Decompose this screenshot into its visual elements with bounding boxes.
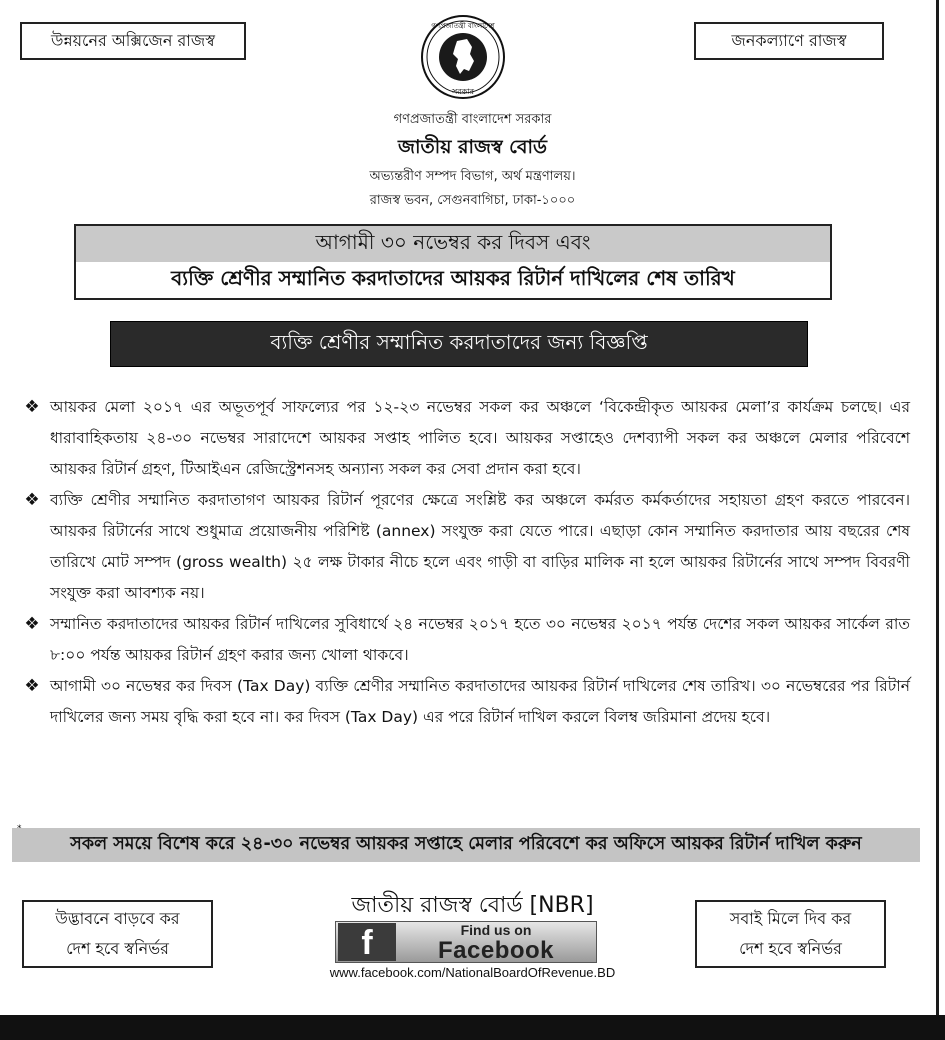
- footer-slogan-right: [695, 900, 886, 968]
- list-item: [20, 609, 910, 671]
- footer-right-line2: দেশ হবে স্বনির্ভর: [739, 939, 842, 958]
- footer-right-line1: সবাই মিলে দিব কর: [729, 909, 852, 928]
- facebook-icon: f: [338, 923, 396, 961]
- board-name: জাতীয় রাজস্ব বোর্ড: [398, 136, 547, 158]
- bullet-text: ব্যক্তি শ্রেণীর সম্মানিত করদাতাগণ আয়কর রিটার্ন পূরণের ক্ষেত্রে সংশ্লিষ্ট কর অঞ্চলে কর্মরত কর্মকর্তাদের সহায়তা গ্রহণ করতে পারবেন। আয়কর রিটার্নের সাথে শুধুমাত্র প্রয়োজনীয় পরিশিষ্ট (annex) সংযুক্ত করা যেতে পারে। এছাড়া কোন সম্মানিত করদাতার আয় বছরের শেষ তারিখে মোট সম্পদ (gross wealth) ২৫ লক্ষ টাকার নীচে হলে এবং গাড়ী বা বাড়ির মালিক না হলে আয়কর রিটার্নের সাথে সম্পদ বিবরণী সংযুক্ত করা আবশ্যক নয়।: [50, 491, 910, 602]
- call-to-action-band: [12, 828, 920, 862]
- list-item: [20, 671, 910, 733]
- headline-box: [74, 224, 832, 300]
- division-name: অভ্যন্তরীণ সম্পদ বিভাগ, অর্থ মন্ত্রণালয়।: [369, 169, 576, 184]
- notice-title: ব্যক্তি শ্রেণীর সম্মানিত করদাতাদের জন্য বিজ্ঞপ্তি: [270, 329, 648, 354]
- facebook-url[interactable]: www.facebook.com/NationalBoardOfRevenue.BD: [329, 965, 616, 980]
- diamond-bullet-icon: ❖: [24, 614, 40, 634]
- slogan-right-text: জনকল্যাণে রাজস্ব: [731, 30, 847, 50]
- facebook-badge-text: [396, 922, 596, 963]
- diamond-bullet-icon: ❖: [24, 676, 40, 696]
- facebook-badge[interactable]: [335, 921, 597, 963]
- office-address: রাজস্ব ভবন, সেগুনবাগিচা, ঢাকা-১০০০: [369, 193, 576, 208]
- government-name: গণপ্রজাতন্ত্রী বাংলাদেশ সরকার: [393, 112, 552, 127]
- notice-title-banner: [110, 321, 808, 367]
- bullet-text: সম্মানিত করদাতাদের আয়কর রিটার্ন দাখিলের সুবিধার্থে ২৪ নভেম্বর ২০১৭ হতে ৩০ নভেম্বর ২০১৭ পর্যন্ত দেশের সকল আয়কর সার্কেল রাত ৮:০০ পর্যন্ত আয়কর রিটার্ন গ্রহণ করার জন্য খোলা থাকবে।: [50, 615, 910, 664]
- right-border-rule: [936, 0, 939, 1015]
- headline-top: আগামী ৩০ নভেম্বর কর দিবস এবং: [76, 226, 830, 262]
- footer-board-title: জাতীয় রাজস্ব বোর্ড [NBR]: [351, 893, 594, 918]
- facebook-find-us: Find us on: [460, 921, 532, 938]
- bullet-text: আয়কর মেলা ২০১৭ এর অভূতপূর্ব সাফল্যের পর ১২-২৩ নভেম্বর সকল কর অঞ্চলে ‘বিকেন্দ্রীকৃত আয়কর মেলা’র কার্যক্রম চলছে। এর ধারাবাহিকতায় ২৪-৩০ নভেম্বর সারাদেশে আয়কর সপ্তাহ পালিত হবে। আয়কর সপ্তাহেও দেশব্যাপী সকল কর অঞ্চলে মেলার পরিবেশে আয়কর রিটার্ন গ্রহণ, টিআইএন রেজিস্ট্রেশনসহ অন্যান্য সকল কর সেবা প্রদান করা হবে।: [50, 398, 910, 478]
- headline-bottom: ব্যক্তি শ্রেণীর সম্মানিত করদাতাদের আয়কর রিটার্ন দাখিলের শেষ তারিখ: [171, 265, 735, 290]
- diamond-bullet-icon: ❖: [24, 490, 40, 510]
- call-to-action-text: সকল সময়ে বিশেষ করে ২৪-৩০ নভেম্বর আয়কর সপ্তাহে মেলার পরিবেশে কর অফিসে আয়কর রিটার্ন দাখিল করুন: [70, 833, 862, 854]
- bottom-black-bar: [0, 1015, 945, 1040]
- government-emblem-icon: [420, 14, 506, 100]
- emblem-text-bottom: সরকার: [451, 87, 475, 96]
- footer-left-line1: উদ্ভাবনে বাড়বে কর: [55, 909, 180, 928]
- bullet-text: আগামী ৩০ নভেম্বর কর দিবস (Tax Day) ব্যক্তি শ্রেণীর সম্মানিত করদাতাদের আয়কর রিটার্ন দাখিলের শেষ তারিখ। ৩০ নভেম্বরের পর রিটার্ন দাখিলের জন্য সময় বৃদ্ধি করা হবে না। কর দিবস (Tax Day) এর পরে রিটার্ন দাখিল করলে বিলম্ব জরিমানা প্রদেয় হবে।: [50, 677, 910, 726]
- emblem-text-top: গণপ্রজাতন্ত্রী বাংলাদেশ: [431, 22, 495, 30]
- footer-left-line2: দেশ হবে স্বনির্ভর: [66, 939, 169, 958]
- list-item: [20, 485, 910, 609]
- slogan-left: [20, 22, 246, 60]
- notice-bullet-list: [20, 392, 910, 733]
- slogan-right: [694, 22, 884, 60]
- list-item: [20, 392, 910, 485]
- facebook-wordmark: Facebook: [437, 936, 555, 964]
- slogan-left-text: উন্নয়নের অক্সিজেন রাজস্ব: [51, 30, 215, 50]
- diamond-bullet-icon: ❖: [24, 397, 40, 417]
